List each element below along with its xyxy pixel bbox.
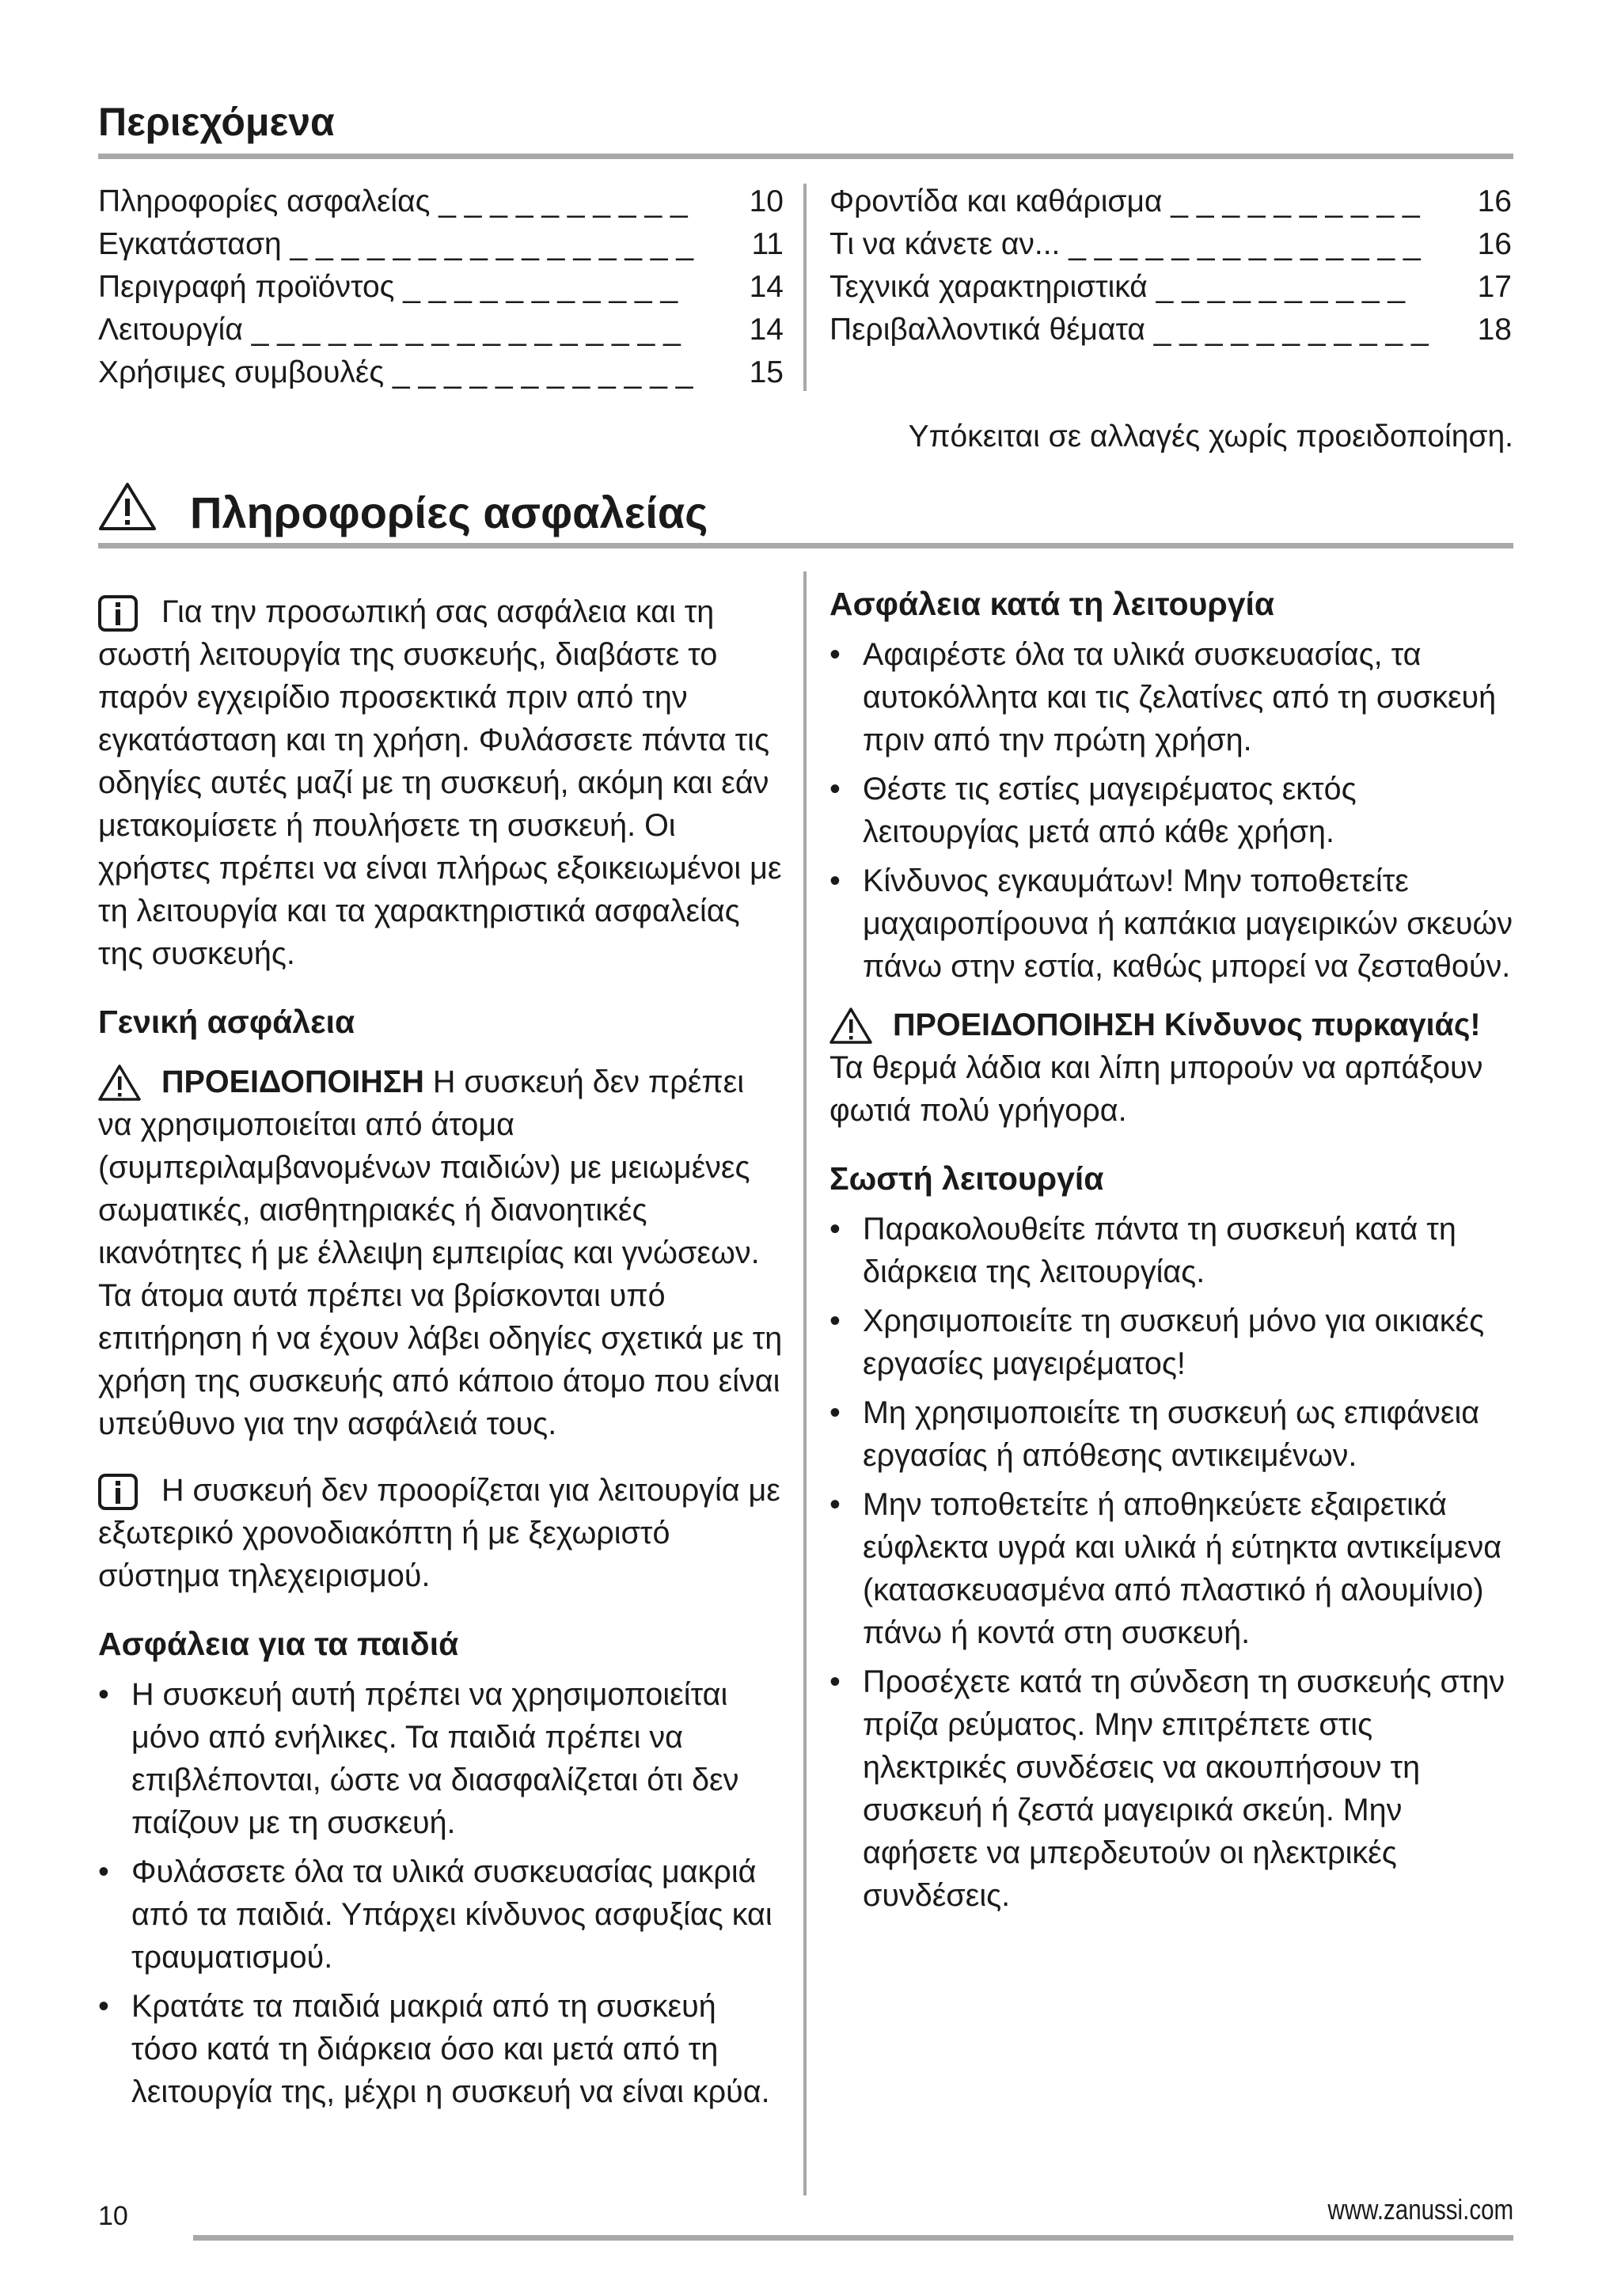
contents-title: Περιεχόμενα bbox=[98, 100, 335, 144]
list-item: • Φυλάσσετε όλα τα υλικά συσκευασίας μακριά από τα παιδιά. Υπάρχει κίνδυνος ασφυξίας και τραυματισμού. bbox=[98, 1850, 784, 1979]
safety-rule bbox=[98, 543, 1513, 548]
website-link[interactable]: www.zanussi.com bbox=[1327, 2193, 1513, 2226]
toc-entry[interactable]: Χρήσιμες συμβουλές _ _ _ _ _ _ _ _ _ _ _ _ 15 bbox=[98, 355, 784, 389]
general-warning-note bbox=[98, 1061, 784, 1445]
toc-entry[interactable]: Λειτουργία _ _ _ _ _ _ _ _ _ _ _ _ _ _ _ _ _ 14 bbox=[98, 313, 784, 347]
list-item: • Χρησιμοποιείτε τη συσκευή μόνο για οικιακές εργασίες μαγειρέματος! bbox=[829, 1300, 1513, 1385]
info-icon bbox=[98, 1469, 161, 1512]
right-column bbox=[829, 583, 1513, 1923]
list-item: • Προσέχετε κατά τη σύνδεση τη συσκευής στην πρίζα ρεύματος. Μην επιτρέπετε στις ηλεκτρικές συνδέσεις να ακουπήσουν τη συσκευή ή ζεστά μαγειρικά σκεύη. Μην αφήσετε να μπερδευτούν οι ηλεκτρικές συνδέσεις. bbox=[829, 1660, 1513, 1917]
toc-entry[interactable]: Περιβαλλοντικά θέματα _ _ _ _ _ _ _ _ _ _ _ 18 bbox=[829, 313, 1512, 347]
safety-title: Πληροφορίες ασφαλείας bbox=[190, 488, 708, 537]
warning-label: ΠΡΟΕΙΔΟΠΟΙΗΣΗ bbox=[161, 1065, 424, 1099]
contents-rule bbox=[98, 154, 1513, 159]
list-item: • Παρακολουθείτε πάντα τη συσκευή κατά τη διάρκεια της λειτουργίας. bbox=[829, 1208, 1513, 1293]
list-item: • Η συσκευή αυτή πρέπει να χρησιμοποιείται μόνο από ενήλικες. Τα παιδιά πρέπει να επιβλέπονται, ώστε να διασφαλίζεται ότι δεν παίζουν με τη συσκευή. bbox=[98, 1673, 784, 1844]
toc-entry[interactable]: Περιγραφή προϊόντος _ _ _ _ _ _ _ _ _ _ _ 14 bbox=[98, 270, 784, 304]
fire-warning-label: ΠΡΟΕΙΔΟΠΟΙΗΣΗ Κίνδυνος πυρκαγιάς! bbox=[893, 1008, 1481, 1042]
list-item: • Κρατάτε τα παιδιά μακριά από τη συσκευή τόσο κατά τη διάρκεια όσο και μετά από τη λειτουργία της, μέχρι η συσκευή να είναι κρύα. bbox=[98, 1985, 784, 2113]
page-number: 10 bbox=[98, 2201, 128, 2231]
list-item: • Αφαιρέστε όλα τα υλικά συσκευασίας, τα αυτοκόλλητα και τις ζελατίνες από τη συσκευή πριν από την πρώτη χρήση. bbox=[829, 633, 1513, 761]
children-safety-heading: Ασφάλεια για τα παιδιά bbox=[98, 1626, 459, 1662]
intro-text: Για την προσωπική σας ασφάλεια και τη σωστή λειτουργία της συσκευής, διαβάστε το παρόν εγχειρίδιο προσεκτικά πριν από την εγκατάσταση και τη χρήση. Φυλάσσετε πάντα τις οδηγίες αυτές μαζί με τη συσκευή, ακόμη και εάν μετακομίσετε ή πουλήσετε τη συσκευή. Οι χρήστες πρέπει να είναι πλήρως εξοικειωμένοι με τη λειτουργία και τα χαρακτηριστικά ασφαλείας της συσκευής. bbox=[98, 594, 782, 971]
toc-left bbox=[98, 180, 784, 394]
correct-operation-list bbox=[829, 1208, 1513, 1917]
toc-entry[interactable]: Εγκατάσταση _ _ _ _ _ _ _ _ _ _ _ _ _ _ _ _ 11 bbox=[98, 227, 784, 261]
list-item: • Μη χρησιμοποιείτε τη συσκευή ως επιφάνεια εργασίας ή απόθεσης αντικειμένων. bbox=[829, 1391, 1513, 1477]
operation-list bbox=[829, 633, 1513, 988]
change-notice: Υπόκειται σε αλλαγές χωρίς προειδοποίηση. bbox=[908, 419, 1513, 454]
list-item: • Κίνδυνος εγκαυμάτων! Μην τοποθετείτε μαχαιροπίρουνα ή καπάκια μαγειρικών σκευών πάνω στην εστία, καθώς μπορεί να ζεσταθούν. bbox=[829, 860, 1513, 988]
toc-entry[interactable]: Τεχνικά χαρακτηριστικά _ _ _ _ _ _ _ _ _ _ 17 bbox=[829, 270, 1512, 304]
toc-divider bbox=[803, 184, 807, 391]
left-column bbox=[98, 590, 784, 2120]
toc-entry[interactable]: Φροντίδα και καθάρισμα _ _ _ _ _ _ _ _ _ _ 16 bbox=[829, 184, 1512, 218]
info-icon bbox=[98, 590, 161, 633]
children-list bbox=[98, 1673, 784, 2113]
toc-entry[interactable]: Πληροφορίες ασφαλείας _ _ _ _ _ _ _ _ _ _ 10 bbox=[98, 184, 784, 218]
general-safety-heading: Γενική ασφάλεια bbox=[98, 1004, 355, 1040]
toc-entry[interactable]: Τι να κάνετε αν... _ _ _ _ _ _ _ _ _ _ _ _ _ _ 16 bbox=[829, 227, 1512, 261]
column-divider bbox=[803, 571, 807, 2195]
intro-note bbox=[98, 590, 784, 975]
warning-triangle-icon bbox=[829, 1004, 893, 1046]
toc-right bbox=[829, 180, 1512, 351]
general-warning-text: Η συσκευή δεν πρέπει να χρησιμοποιείται από άτομα (συμπεριλαμβανομένων παιδιών) με μειωμένες σωματικές, αισθητηριακές ή διανοητικές ικανότητες ή με έλλειψη εμπειρίας και γνώσεων. Τα άτομα αυτά πρέπει να βρίσκονται υπό επιτήρηση ή να έχουν λάβει οδηγίες σχετικά με τη χρήση της συσκευής από κάποιο άτομο που είναι υπεύθυνο για την ασφάλειά τους. bbox=[98, 1065, 783, 1441]
list-item: • Θέστε τις εστίες μαγειρέματος εκτός λειτουργίας μετά από κάθε χρήση. bbox=[829, 768, 1513, 853]
timer-note bbox=[98, 1469, 784, 1597]
list-item: • Μην τοποθετείτε ή αποθηκεύετε εξαιρετικά εύφλεκτα υγρά και υλικά ή εύτηκτα αντικείμενα (κατασκευασμένα από πλαστικό ή αλουμίνιο) πάνω ή κοντά στη συσκευή. bbox=[829, 1483, 1513, 1654]
fire-warning-text: Τα θερμά λάδια και λίπη μπορούν να αρπάξουν φωτιά πολύ γρήγορα. bbox=[829, 1050, 1483, 1128]
warning-triangle-icon bbox=[98, 481, 157, 536]
correct-operation-heading: Σωστή λειτουργία bbox=[829, 1160, 1104, 1197]
timer-text: Η συσκευή δεν προορίζεται για λειτουργία με εξωτερικό χρονοδιακόπτη ή με ξεχωριστό σύστημα τηλεχειρισμού. bbox=[98, 1473, 780, 1593]
operation-safety-heading: Ασφάλεια κατά τη λειτουργία bbox=[829, 586, 1275, 622]
footer-rule bbox=[193, 2235, 1513, 2241]
warning-triangle-icon bbox=[98, 1061, 161, 1103]
fire-warning-note bbox=[829, 1004, 1513, 1132]
